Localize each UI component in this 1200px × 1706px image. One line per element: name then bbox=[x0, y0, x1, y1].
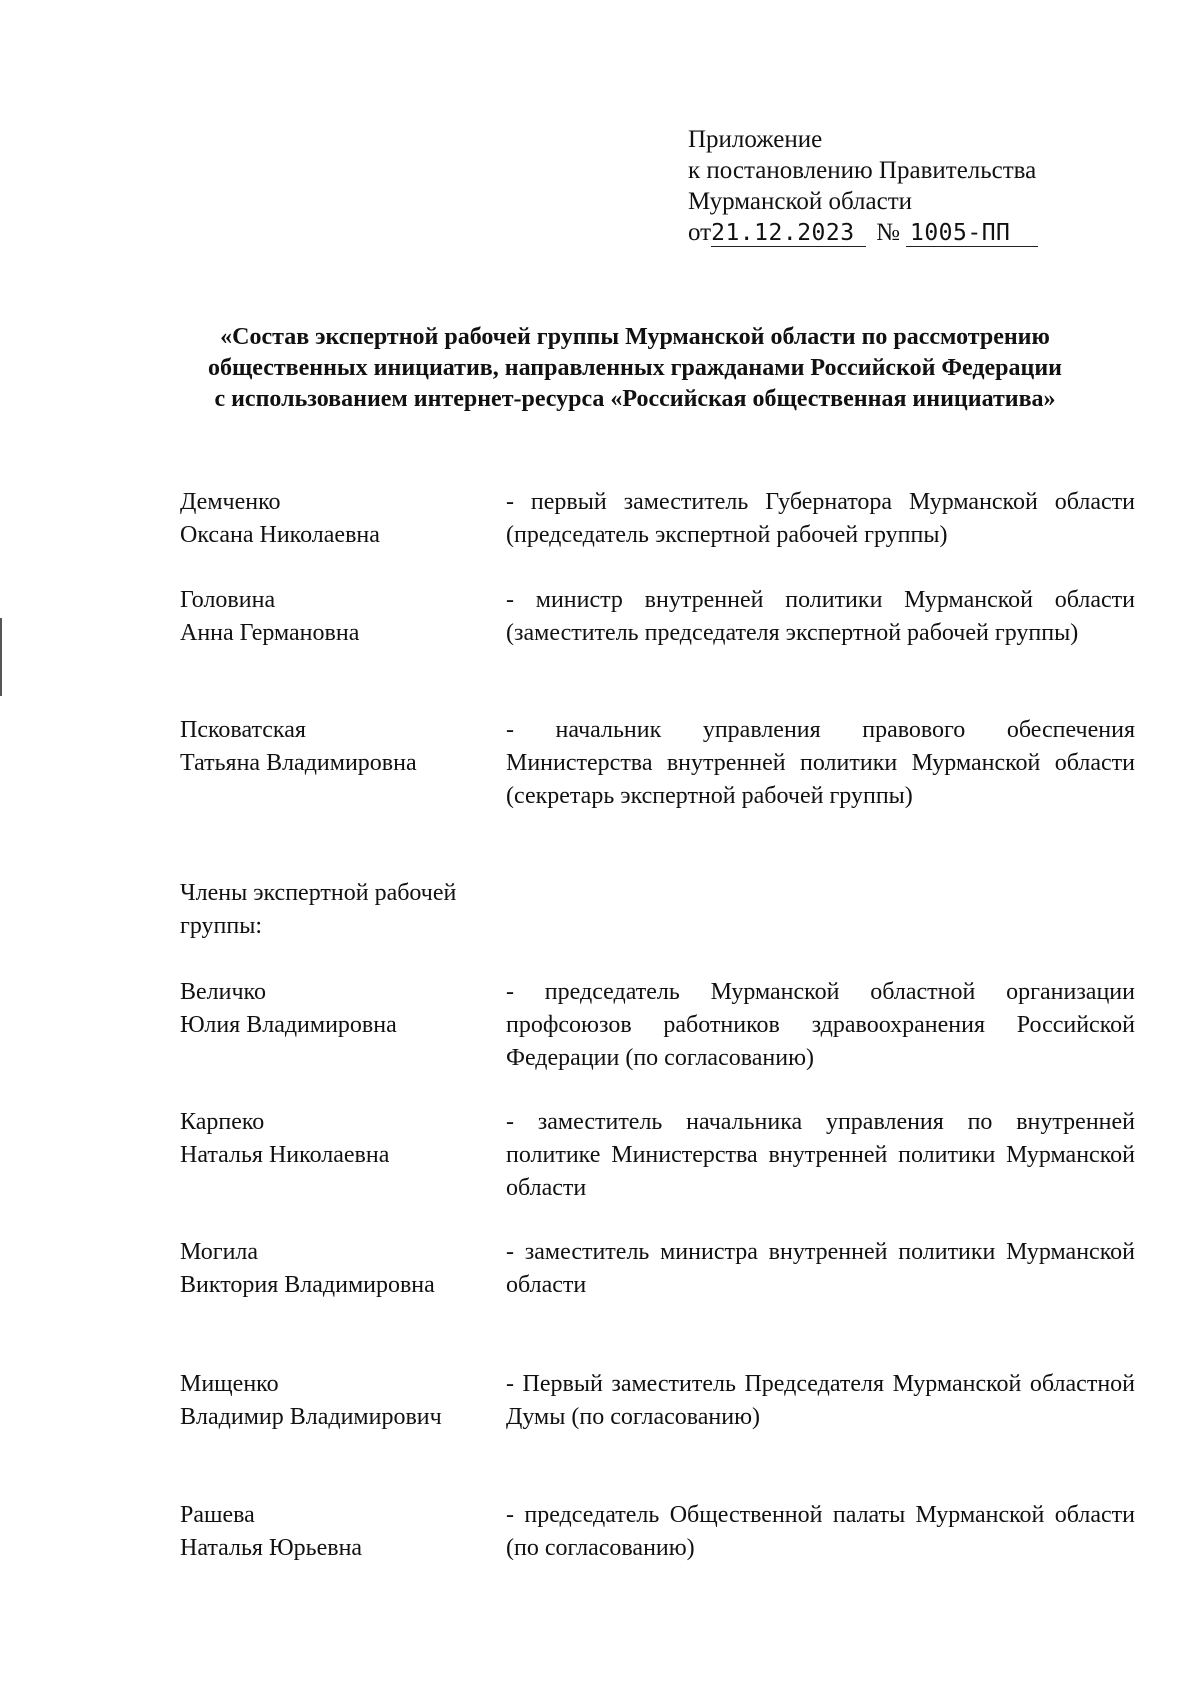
person-role: - заместитель начальника управления по внутренней политике Министерства внутренней политики Мурманской области bbox=[506, 1109, 1135, 1201]
person-surname: Мищенко bbox=[180, 1371, 279, 1397]
person-role: - заместитель министра внутренней политики Мурманской области bbox=[506, 1239, 1135, 1298]
person-given-names: Оксана Николаевна bbox=[180, 522, 380, 548]
decree-number: 1005-ПП bbox=[906, 220, 1038, 247]
person-surname: Карпеко bbox=[180, 1109, 265, 1135]
decree-date: 21.12.2023 bbox=[711, 220, 866, 247]
person-given-names: Наталья Николаевна bbox=[180, 1142, 390, 1168]
person-role: - Первый заместитель Председателя Мурманской областной Думы (по согласованию) bbox=[506, 1371, 1135, 1430]
person-given-names: Виктория Владимировна bbox=[180, 1272, 435, 1298]
date-prefix: от bbox=[688, 219, 712, 246]
person-role: - первый заместитель Губернатора Мурманской области (председатель экспертной рабочей группы) bbox=[506, 489, 1135, 548]
person-name bbox=[180, 486, 480, 552]
person-name bbox=[180, 1368, 480, 1434]
number-sign: № bbox=[876, 219, 900, 246]
person-surname: Псковатская bbox=[180, 717, 306, 743]
person-surname: Головина bbox=[180, 587, 276, 613]
person-given-names: Юлия Владимировна bbox=[180, 1012, 397, 1038]
person-role: - министр внутренней политики Мурманской области (заместитель председателя экспертной рабочей группы) bbox=[506, 587, 1135, 646]
appendix-decree-line: к постановлению Правительства bbox=[688, 157, 1037, 184]
person-surname: Величко bbox=[180, 979, 266, 1005]
members-heading: Члены экспертной рабочей группы: bbox=[180, 880, 457, 939]
person-name bbox=[180, 1236, 480, 1302]
appendix-date-number-line bbox=[688, 217, 1148, 248]
person-name bbox=[180, 976, 480, 1042]
person-name bbox=[180, 714, 480, 780]
person-surname: Рашева bbox=[180, 1502, 255, 1528]
person-role: - начальник управления правового обеспечения Министерства внутренней политики Мурманской области (секретарь экспертной рабочей группы) bbox=[506, 717, 1135, 809]
person-name bbox=[180, 584, 480, 650]
person-surname: Могила bbox=[180, 1239, 259, 1265]
appendix-label: Приложение bbox=[688, 126, 823, 153]
person-role: - председатель Общественной палаты Мурманской области (по согласованию) bbox=[506, 1502, 1135, 1561]
appendix-region-line: Мурманской области bbox=[688, 188, 913, 215]
document-title: «Состав экспертной рабочей группы Мурманской области по рассмотрению общественных инициатив, направленных гражданами Российской Федерации с использованием интернет-ресурса «Российская общественная инициатива» bbox=[208, 324, 1062, 412]
scan-margin-mark bbox=[0, 618, 2, 696]
person-name bbox=[180, 1499, 480, 1565]
person-given-names: Наталья Юрьевна bbox=[180, 1535, 363, 1561]
person-given-names: Анна Германовна bbox=[180, 620, 360, 646]
person-given-names: Владимир Владимирович bbox=[180, 1404, 442, 1430]
person-name bbox=[180, 1106, 480, 1172]
appendix-header bbox=[688, 124, 1148, 248]
person-role: - председатель Мурманской областной организации профсоюзов работников здравоохранения Российской Федерации (по согласованию) bbox=[506, 979, 1135, 1071]
person-given-names: Татьяна Владимировна bbox=[180, 750, 417, 776]
person-surname: Демченко bbox=[180, 489, 281, 515]
